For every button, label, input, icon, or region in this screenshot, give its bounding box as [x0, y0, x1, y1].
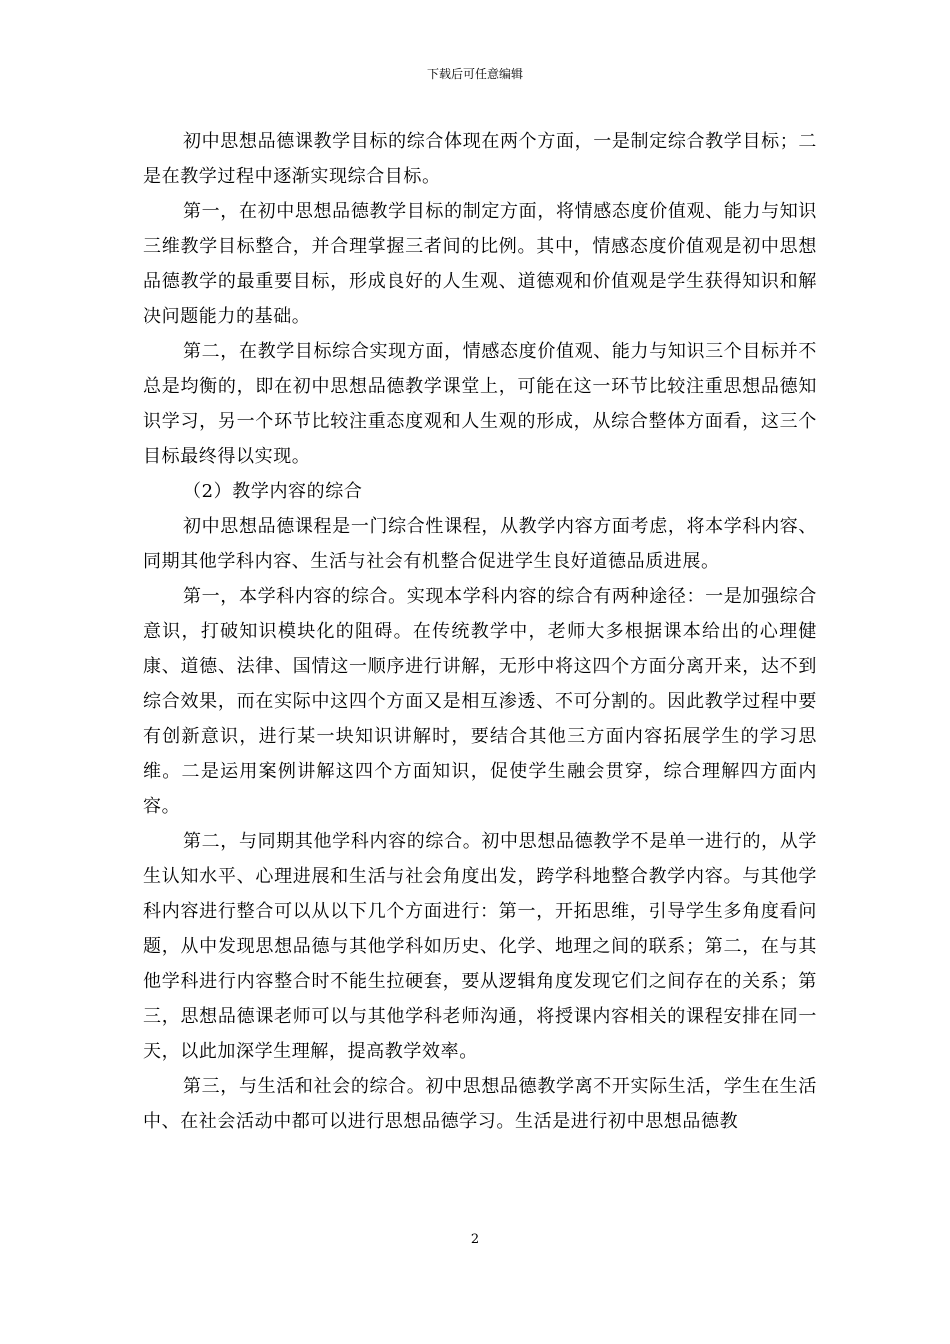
page-number: 2: [470, 1232, 480, 1247]
page-header: 下载后可任意编辑: [426, 67, 523, 81]
document-body: [143, 124, 817, 1139]
paragraph: 第二，在教学目标综合实现方面，情感态度价值观、能力与知识三个目标并不总是均衡的，即在初中思想品德教学课堂上，可能在这一环节比较注重思想品德知识学习，另一个环节比较注重态度观和人生观的形成，从综合整体方面看，这三个目标最终得以实现。: [143, 341, 817, 467]
paragraph: 第一，本学科内容的综合。实现本学科内容的综合有两种途径：一是加强综合意识，打破知识模块化的阻碍。在传统教学中，老师大多根据课本给出的心理健康、道德、法律、国情这一顺序进行讲解，无形中将这四个方面分离开来，达不到综合效果，而在实际中这四个方面又是相互渗透、不可分割的。因此教学过程中要有创新意识，进行某一块知识讲解时，要结合其他三方面内容拓展学生的学习思维。二是运用案例讲解这四个方面知识，促使学生融会贯穿，综合理解四方面内容。: [143, 586, 817, 817]
paragraph: 第二，与同期其他学科内容的综合。初中思想品德教学不是单一进行的，从学生认知水平、心理进展和生活与社会角度出发，跨学科地整合教学内容。与其他学科内容进行整合可以从以下几个方面进行：第一，开拓思维，引导学生多角度看问题，从中发现思想品德与其他学科如历史、化学、地理之间的联系；第二，在与其他学科进行内容整合时不能生拉硬套，要从逻辑角度发现它们之间存在的关系；第三，思想品德课老师可以与其他学科老师沟通，将授课内容相关的课程安排在同一天，以此加深学生理解，提高教学效率。: [143, 831, 817, 1062]
paragraph: 第一，在初中思想品德教学目标的制定方面，将情感态度价值观、能力与知识三维教学目标整合，并合理掌握三者间的比例。其中，情感态度价值观是初中思想品德教学的最重要目标，形成良好的人生观、道德观和价值观是学生获得知识和解决问题能力的基础。: [143, 201, 817, 327]
section-heading: （2）教学内容的综合: [183, 481, 363, 502]
paragraph: 初中思想品德课教学目标的综合体现在两个方面，一是制定综合教学目标；二是在教学过程中逐渐实现综合目标。: [143, 131, 817, 187]
paragraph: 初中思想品德课程是一门综合性课程，从教学内容方面考虑，将本学科内容、同期其他学科内容、生活与社会有机整合促进学生良好道德品质进展。: [143, 516, 817, 572]
paragraph: 第三，与生活和社会的综合。初中思想品德教学离不开实际生活，学生在生活中、在社会活动中都可以进行思想品德学习。生活是进行初中思想品德教: [143, 1076, 817, 1132]
